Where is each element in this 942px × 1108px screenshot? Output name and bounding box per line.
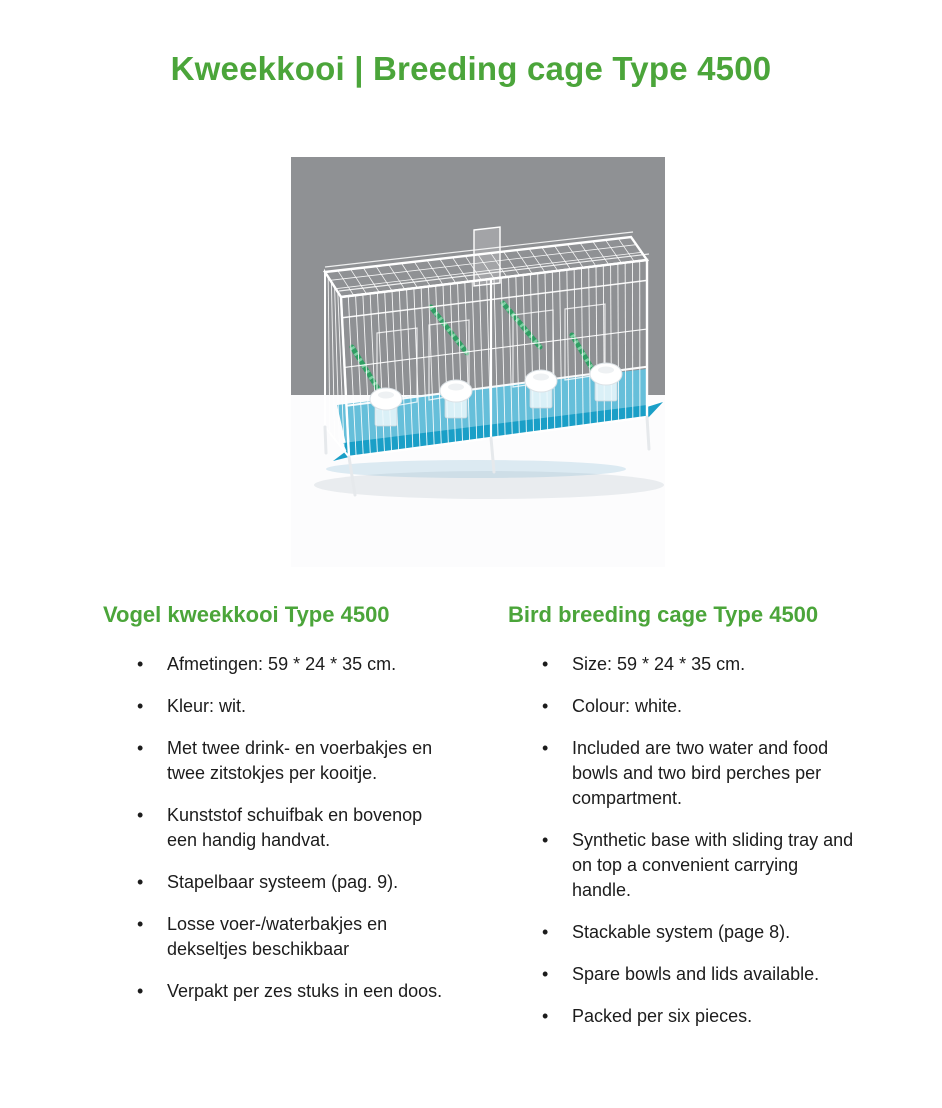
feeder-bowl <box>440 380 472 418</box>
bullet-item: • Spare bowls and lids available. <box>572 962 858 987</box>
bullet-list-dutch <box>103 652 451 1004</box>
bullet-item: • Stackable system (page 8). <box>572 920 858 945</box>
feeder-bowl <box>370 388 402 426</box>
bullet-item: • Synthetic base with sliding tray and on top a convenient carrying handle. <box>572 828 858 903</box>
cage-shadow-blue <box>326 460 626 478</box>
bullet-item: • Losse voer-/waterbakjes en dekseltjes beschikbaar <box>167 912 451 962</box>
bullet-item: • Afmetingen: 59 * 24 * 35 cm. <box>167 652 451 677</box>
bullet-item: • Colour: white. <box>572 694 858 719</box>
bullet-item: • Kunststof schuifbak en bovenop een handig handvat. <box>167 803 451 853</box>
bullet-list-english <box>508 652 858 1029</box>
bullet-item: • Verpakt per zes stuks in een doos. <box>167 979 451 1004</box>
bullet-item: • Packed per six pieces. <box>572 1004 858 1029</box>
bullet-item: • Met twee drink- en voerbakjes en twee zitstokjes per kooitje. <box>167 736 451 786</box>
column-heading-english: Bird breeding cage Type 4500 <box>508 601 858 628</box>
bullet-item: • Kleur: wit. <box>167 694 451 719</box>
spec-column-dutch <box>103 601 451 1046</box>
spec-columns <box>103 601 942 1046</box>
feeder-bowl <box>590 363 622 401</box>
divider-panel <box>474 227 500 286</box>
spec-column-english <box>508 601 858 1046</box>
cage-illustration <box>291 157 665 567</box>
catalog-page <box>0 50 942 1046</box>
bullet-item: • Size: 59 * 24 * 35 cm. <box>572 652 858 677</box>
bullet-item: • Included are two water and food bowls and two bird perches per compartment. <box>572 736 858 811</box>
column-heading-dutch: Vogel kweekkooi Type 4500 <box>103 601 451 628</box>
feeder-bowl <box>525 370 557 408</box>
product-photo <box>291 157 665 567</box>
bullet-item: • Stapelbaar systeem (pag. 9). <box>167 870 451 895</box>
page-title: Kweekkooi | Breeding cage Type 4500 <box>0 50 942 88</box>
